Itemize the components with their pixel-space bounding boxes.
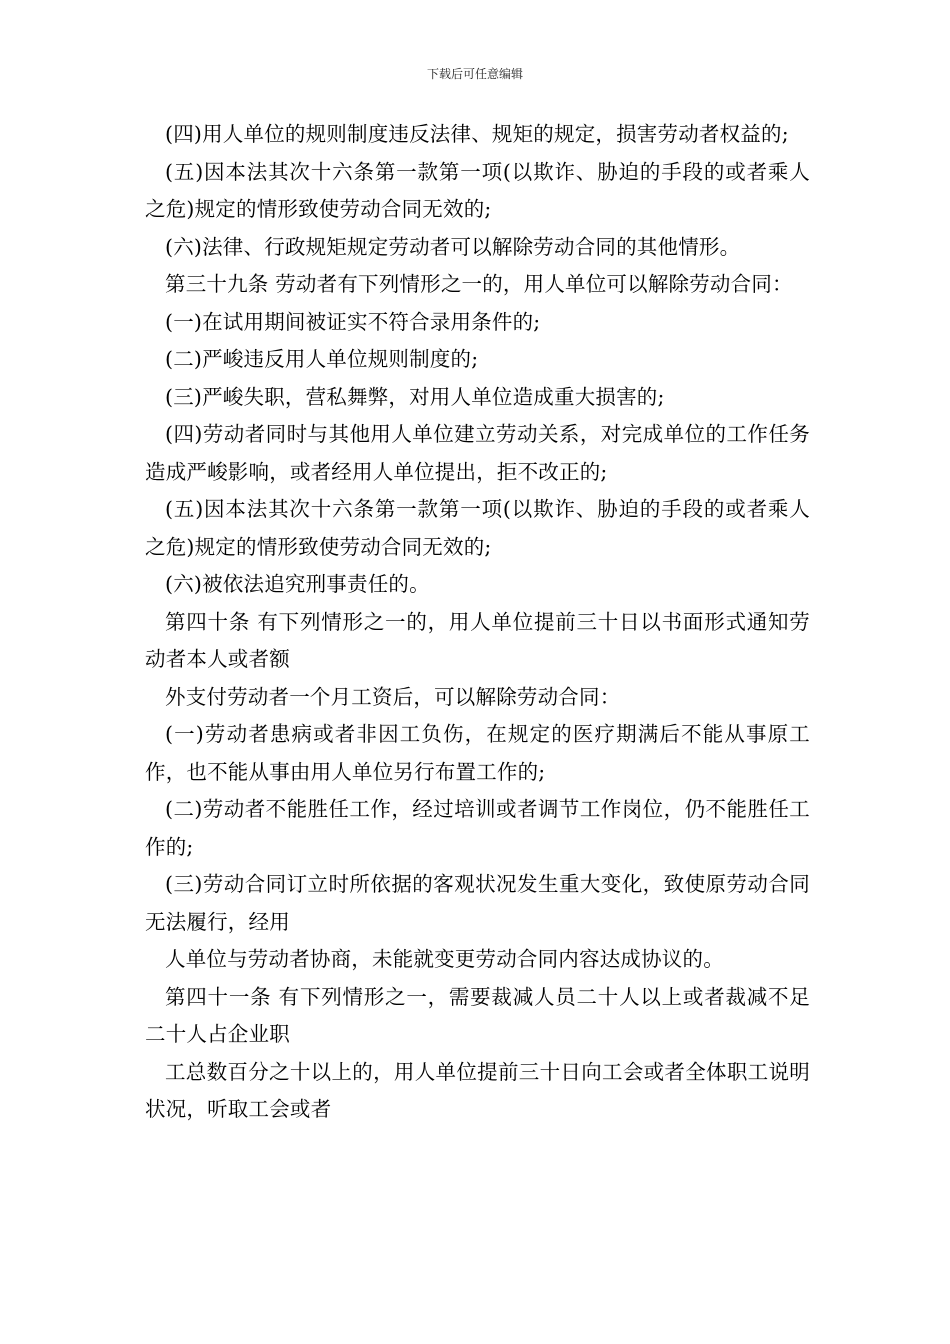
paragraph: (一)在试用期间被证实不符合录用条件的; (165, 309, 541, 334)
article-41-heading: 第四十一条 有下列情形之一，需要裁减人员二十人以上或者裁减不足二十人占企业职 (145, 984, 810, 1046)
paragraph: (三)劳动合同订立时所依据的客观状况发生重大变化，致使原劳动合同无法履行，经用 (145, 872, 810, 934)
paragraph: (三)严峻失职，营私舞弊，对用人单位造成重大损害的; (165, 384, 665, 409)
paragraph: 工总数百分之十以上的，用人单位提前三十日向工会或者全体职工说明状况，听取工会或者 (145, 1059, 810, 1121)
paragraph: (二)劳动者不能胜任工作，经过培训或者调节工作岗位，仍不能胜任工作的; (145, 797, 810, 859)
paragraph: 人单位与劳动者协商，未能就变更劳动合同内容达成协议的。 (165, 947, 724, 971)
paragraph: (五)因本法其次十六条第一款第一项(以欺诈、胁迫的手段的或者乘人之危)规定的情形致使劳动合同无效的; (145, 159, 810, 221)
page-header: 下载后可任意编辑 (426, 67, 523, 81)
paragraph: (一)劳动者患病或者非因工负伤，在规定的医疗期满后不能从事原工作，也不能从事由用人单位另行布置工作的; (145, 722, 810, 784)
paragraph: (六)法律、行政规矩规定劳动者可以解除劳动合同的其他情形。 (165, 234, 741, 259)
article-40-heading: 第四十条 有下列情形之一的，用人单位提前三十日以书面形式通知劳动者本人或者额 (145, 609, 810, 671)
paragraph: (五)因本法其次十六条第一款第一项(以欺诈、胁迫的手段的或者乘人之危)规定的情形致使劳动合同无效的; (145, 497, 810, 559)
article-39-heading: 第三十九条 劳动者有下列情形之一的，用人单位可以解除劳动合同： (165, 272, 793, 296)
paragraph: (六)被依法追究刑事责任的。 (165, 572, 430, 596)
paragraph: (四)用人单位的规则制度违反法律、规矩的规定，损害劳动者权益的; (165, 122, 789, 146)
paragraph: (四)劳动者同时与其他用人单位建立劳动关系，对完成单位的工作任务造成严峻影响，或者经用人单位提出，拒不改正的; (145, 422, 810, 484)
paragraph: 外支付劳动者一个月工资后，可以解除劳动合同： (165, 684, 621, 709)
document-body (145, 116, 810, 1129)
paragraph: (二)严峻违反用人单位规则制度的; (165, 347, 479, 371)
